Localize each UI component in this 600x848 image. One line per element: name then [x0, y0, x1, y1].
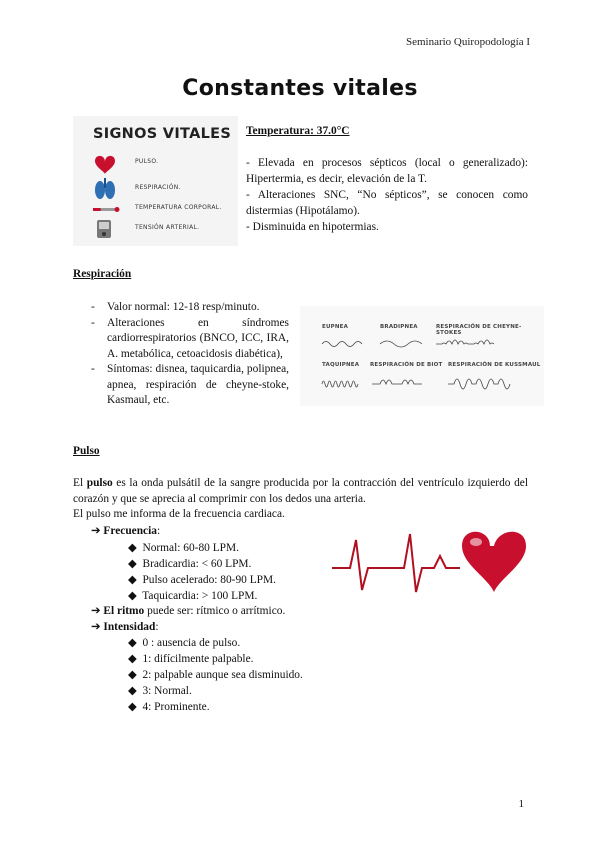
- signos-title: SIGNOS VITALES: [93, 126, 232, 142]
- list-item: ◆ 4: Prominente.: [128, 701, 210, 713]
- page-number: 1: [518, 798, 524, 810]
- header-course: Seminario Quiropodología I: [405, 36, 530, 48]
- temperatura-item-1: - Elevada en procesos sépticos (local o generalizado): Hipertermia, es decir, elevación de la T.: [246, 157, 528, 185]
- diamond-icon: ◆: [128, 685, 137, 697]
- pulso-line2: El pulso me informa de la frecuencia cardiaca.: [73, 508, 285, 520]
- pulso-heading: Pulso: [73, 445, 100, 457]
- diamond-icon: ◆: [128, 542, 137, 554]
- page-title: Constantes vitales: [182, 76, 418, 101]
- diamond-icon: ◆: [128, 590, 137, 602]
- intensidad-label: Intensidad: [103, 621, 156, 633]
- respiracion-item-1: Valor normal: 12-18 resp/minuto.: [107, 301, 260, 313]
- signos-row-tension: TENSIÓN ARTERIAL.: [135, 224, 200, 231]
- pulso-intro-pre: El: [73, 477, 87, 489]
- respiracion-item-3: Síntomas: disnea, taquicardia, polipnea, apnea, respiración de cheyne-stoke, Kasmaul, etc.: [107, 363, 289, 406]
- pulso-intro-post: es la onda pulsátil de la sangre producida por la contracción del ventrículo izquierdo del corazón y que se aprecia al comprimir con los dedos una arteria.: [73, 477, 528, 505]
- signos-row-temperatura: TEMPERATURA CORPORAL.: [135, 204, 222, 211]
- signos-vitales-image: [73, 116, 238, 246]
- temperatura-item-2: - Alteraciones SNC, “No sépticos”, se conocen como distermias (Hipotálamo).: [246, 189, 528, 217]
- graph-label-biot: RESPIRACIÓN DE BIOT: [370, 362, 443, 368]
- list-item: ◆ Bradicardia: < 60 LPM.: [128, 558, 252, 570]
- diamond-icon: ◆: [128, 669, 137, 681]
- heart-icon: [95, 156, 115, 174]
- diamond-icon: ◆: [128, 637, 137, 649]
- arrow-icon: ➔: [91, 605, 101, 617]
- respiracion-item-2: Alteraciones en síndromes cardiorrespiratorios (BNCO, ICC, IRA, A. metabólica, cetoacidosis diabética),: [107, 316, 289, 360]
- diamond-icon: ◆: [128, 558, 137, 570]
- list-item: ◆ Taquicardia: > 100 LPM.: [128, 590, 258, 602]
- signos-row-pulso: PULSO.: [135, 158, 159, 165]
- list-item: ◆ Normal: 60-80 LPM.: [128, 542, 239, 554]
- graph-label-taquipnea: TAQUIPNEA: [322, 362, 360, 368]
- graph-label-kussmaul: RESPIRACIÓN DE KUSSMAUL: [448, 362, 541, 368]
- respiration-waves: [300, 306, 544, 406]
- list-item: - Síntomas: disnea, taquicardia, polipnea, apnea, respiración de cheyne-stoke, Kasmaul, etc.: [91, 363, 289, 406]
- ritmo-text: puede ser: rítmico o arrítmico.: [144, 605, 286, 617]
- list-item: ◆ 2: palpable aunque sea disminuido.: [128, 669, 303, 681]
- intensidad-row: ➔ Intensidad:: [91, 621, 159, 633]
- ecg-heart-image: [332, 520, 534, 600]
- signos-row-respiracion: RESPIRACIÓN.: [135, 184, 181, 191]
- ritmo-label: El ritmo: [103, 605, 145, 617]
- list-item: ◆ Pulso acelerado: 80-90 LPM.: [128, 574, 276, 586]
- arrow-icon: ➔: [91, 621, 101, 633]
- pulso-intro-bold: pulso: [86, 477, 113, 489]
- frecuencia-list: [128, 540, 276, 604]
- diamond-icon: ◆: [128, 574, 137, 586]
- list-item: - Alteraciones en síndromes cardiorrespiratorios (BNCO, ICC, IRA, A. metabólica, cetoacidosis diabética),: [91, 316, 289, 360]
- respiration-patterns-image: [300, 306, 544, 406]
- thermometer-icon: [93, 207, 120, 212]
- temperatura-item-3: - Disminuida en hipotermias.: [246, 221, 379, 233]
- ecg-line: [332, 534, 460, 592]
- lungs-icon: [95, 178, 115, 199]
- list-item: - Valor normal: 12-18 resp/minuto.: [91, 301, 260, 313]
- diamond-icon: ◆: [128, 701, 137, 713]
- respiracion-list: [91, 300, 289, 409]
- signos-icons: [93, 150, 133, 245]
- frecuencia-label: Frecuencia: [103, 525, 157, 537]
- list-item: ◆ 0 : ausencia de pulso.: [128, 637, 241, 649]
- blood-pressure-icon: [97, 220, 111, 238]
- respiracion-heading: Respiración: [73, 268, 132, 280]
- arrow-icon: ➔: [91, 525, 101, 537]
- list-item: ◆ 3: Normal.: [128, 685, 192, 697]
- temperatura-heading: Temperatura: 37.0°C: [246, 125, 350, 137]
- graph-label-bradipnea: BRADIPNEA: [380, 324, 418, 330]
- intensidad-list: [128, 635, 303, 715]
- frecuencia-row: ➔ Frecuencia:: [91, 525, 161, 537]
- diamond-icon: ◆: [128, 653, 137, 665]
- heart-icon: [462, 532, 526, 592]
- graph-label-eupnea: EUPNEA: [322, 324, 349, 330]
- ritmo-row: [91, 603, 285, 619]
- pulso-intro: [73, 476, 528, 507]
- graph-label-cheyne: RESPIRACIÓN DE CHEYNE-STOKES: [436, 324, 522, 336]
- list-item: ◆ 1: difícilmente palpable.: [128, 653, 254, 665]
